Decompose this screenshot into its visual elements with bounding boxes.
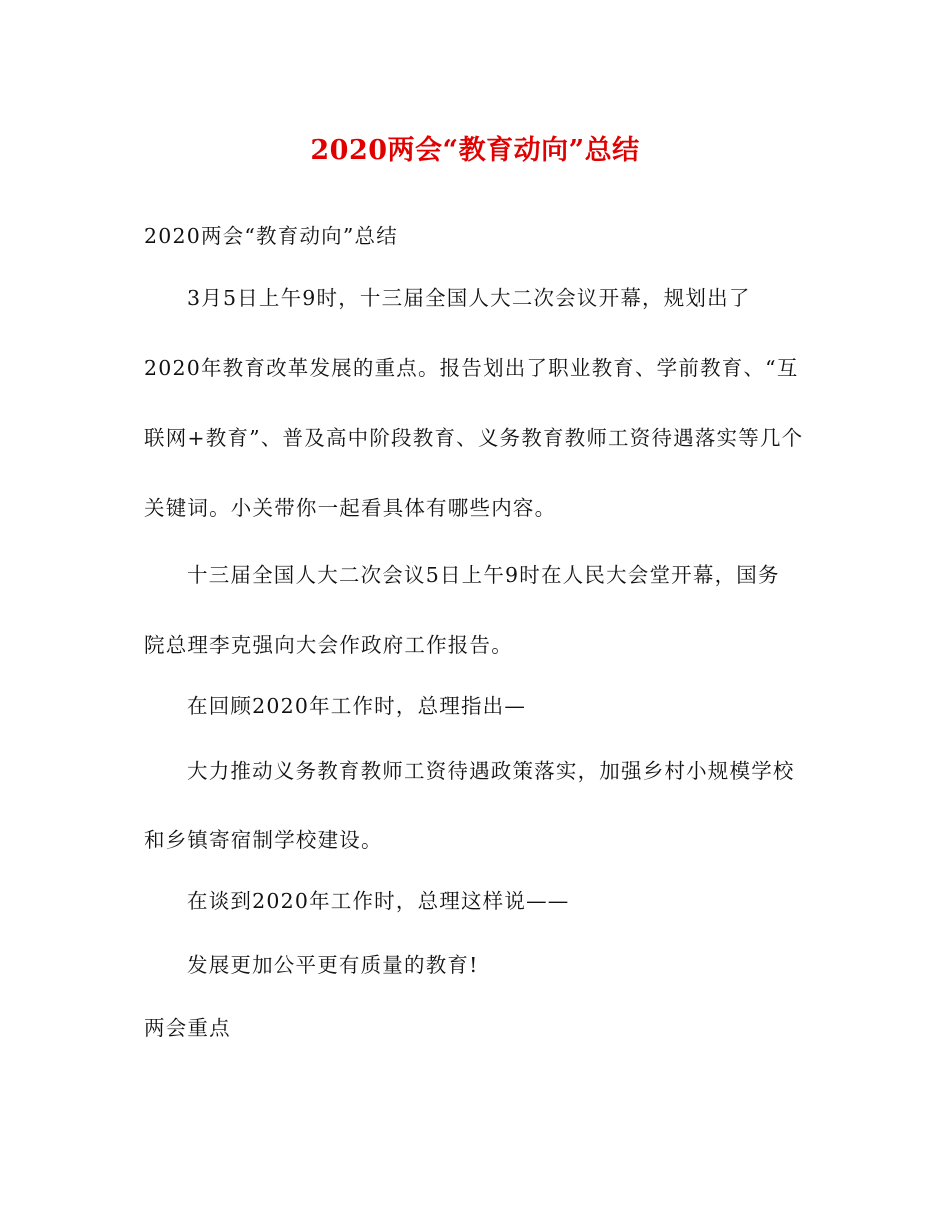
paragraph-1-line-3: 联网+教育”、普及高中阶段教育、义务教育教师工资待遇落实等几个: [144, 426, 804, 450]
section-heading: 两会重点: [144, 1016, 231, 1040]
paragraph-4-line-2: 和乡镇寄宿制学校建设。: [144, 828, 383, 852]
paragraph-2-line-1: 十三届全国人大二次会议5日上午9时在人民大会堂开幕，国务: [187, 563, 780, 587]
paragraph-1-line-2: 2020年教育改革发展的重点。报告划出了职业教育、学前教育、“互: [144, 356, 799, 380]
paragraph-5-line-1: 在谈到2020年工作时，总理这样说——: [187, 889, 570, 913]
paragraph-1-line-4: 关键词。小关带你一起看具体有哪些内容。: [144, 496, 557, 520]
paragraph-3-line-1: 在回顾2020年工作时，总理指出—: [187, 694, 527, 718]
paragraph-2-line-2: 院总理李克强向大会作政府工作报告。: [144, 633, 513, 657]
subtitle-line: 2020两会“教育动向”总结: [144, 224, 398, 248]
document-title: 2020两会“教育动向”总结: [310, 135, 640, 166]
paragraph-6-line-1: 发展更加公平更有质量的教育!: [187, 953, 479, 977]
paragraph-4-line-1: 大力推动义务教育教师工资待遇政策落实，加强乡村小规模学校: [187, 759, 795, 783]
paragraph-1-line-1: 3月5日上午9时，十三届全国人大二次会议开幕，规划出了: [187, 286, 751, 310]
